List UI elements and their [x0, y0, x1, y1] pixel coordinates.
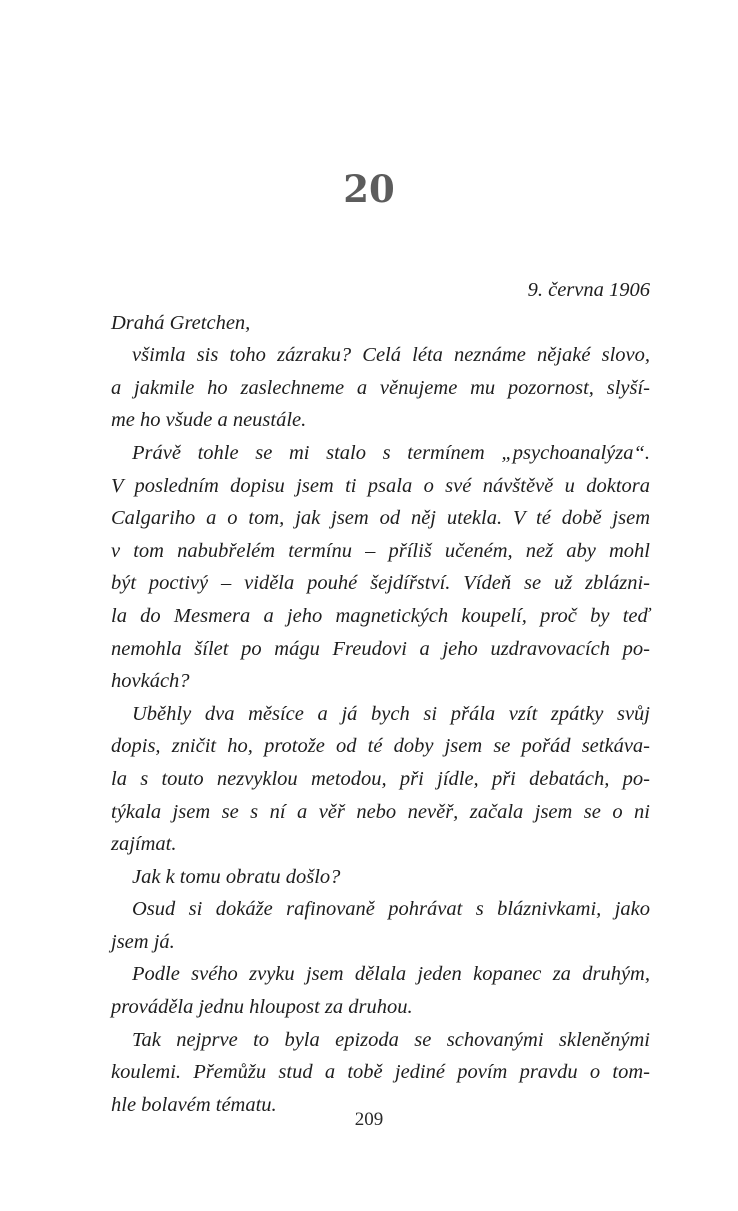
page-number: 209 — [354, 1109, 384, 1130]
text-line: la s touto nezvyklou metodou, při jídle, při debatách, po- — [111, 767, 650, 790]
text-line: me ho všude a neustále. — [111, 409, 307, 432]
text-line: V posledním dopisu jsem ti psala o své návštěvě u doktora — [111, 474, 650, 497]
letter-paragraph — [111, 958, 650, 1023]
letter-paragraphs — [111, 339, 650, 1121]
text-line: v tom nabubřelém termínu – příliš učeném, než aby mohl — [111, 539, 650, 562]
text-line: všimla sis toho zázraku? Celá léta neznáme nějaké slovo, — [132, 344, 650, 367]
text-line: dopis, zničit ho, protože od té doby jsem se pořád setkáva- — [111, 735, 650, 758]
letter-paragraph — [111, 437, 650, 698]
text-line: hovkách? — [111, 670, 190, 693]
letter-body — [111, 274, 650, 1121]
text-line: Právě tohle se mi stalo s termínem „psychoanalýza“. — [132, 441, 650, 464]
text-line: zajímat. — [111, 833, 177, 856]
text-line: Tak nejprve to byla epizoda se schovanými skleněnými — [132, 1028, 650, 1051]
chapter-number: 20 — [343, 167, 395, 211]
text-line: být poctivý – viděla pouhé šejdířství. Vídeň se už zblázni- — [111, 572, 650, 595]
text-line: jsem já. — [111, 930, 175, 953]
text-line: Jak k tomu obratu došlo? — [132, 865, 341, 888]
text-line: Osud si dokáže rafinovaně pohrávat s bláznivkami, jako — [132, 898, 650, 921]
text-line: prováděla jednu hloupost za druhou. — [111, 996, 413, 1019]
text-line: koulemi. Přemůžu stud a tobě jediné povím pravdu o tom- — [111, 1061, 650, 1084]
letter-paragraph — [111, 861, 650, 894]
letter-date: 9. června 1906 — [527, 279, 650, 301]
text-line: hle bolavém tématu. — [111, 1093, 277, 1116]
text-line: Uběhly dva měsíce a já bych si přála vzít zpátky svůj — [132, 702, 650, 725]
letter-paragraph — [111, 698, 650, 861]
letter-salutation: Drahá Gretchen, — [111, 311, 251, 334]
letter-paragraph — [111, 893, 650, 958]
text-line: nemohla šílet po mágu Freudovi a jeho uzdravovacích po- — [111, 637, 650, 660]
text-line: týkala jsem se s ní a věř nebo nevěř, začala jsem se o ni — [111, 800, 650, 823]
text-line: la do Mesmera a jeho magnetických koupelí, proč by teď — [111, 604, 650, 627]
letter-paragraph — [111, 339, 650, 437]
text-line: Calgariho a o tom, jak jsem od něj utekla. V té době jsem — [111, 507, 650, 530]
text-line: a jakmile ho zaslechneme a věnujeme mu pozornost, slyší- — [111, 376, 650, 399]
text-line: Podle svého zvyku jsem dělala jeden kopanec za druhým, — [132, 963, 650, 986]
